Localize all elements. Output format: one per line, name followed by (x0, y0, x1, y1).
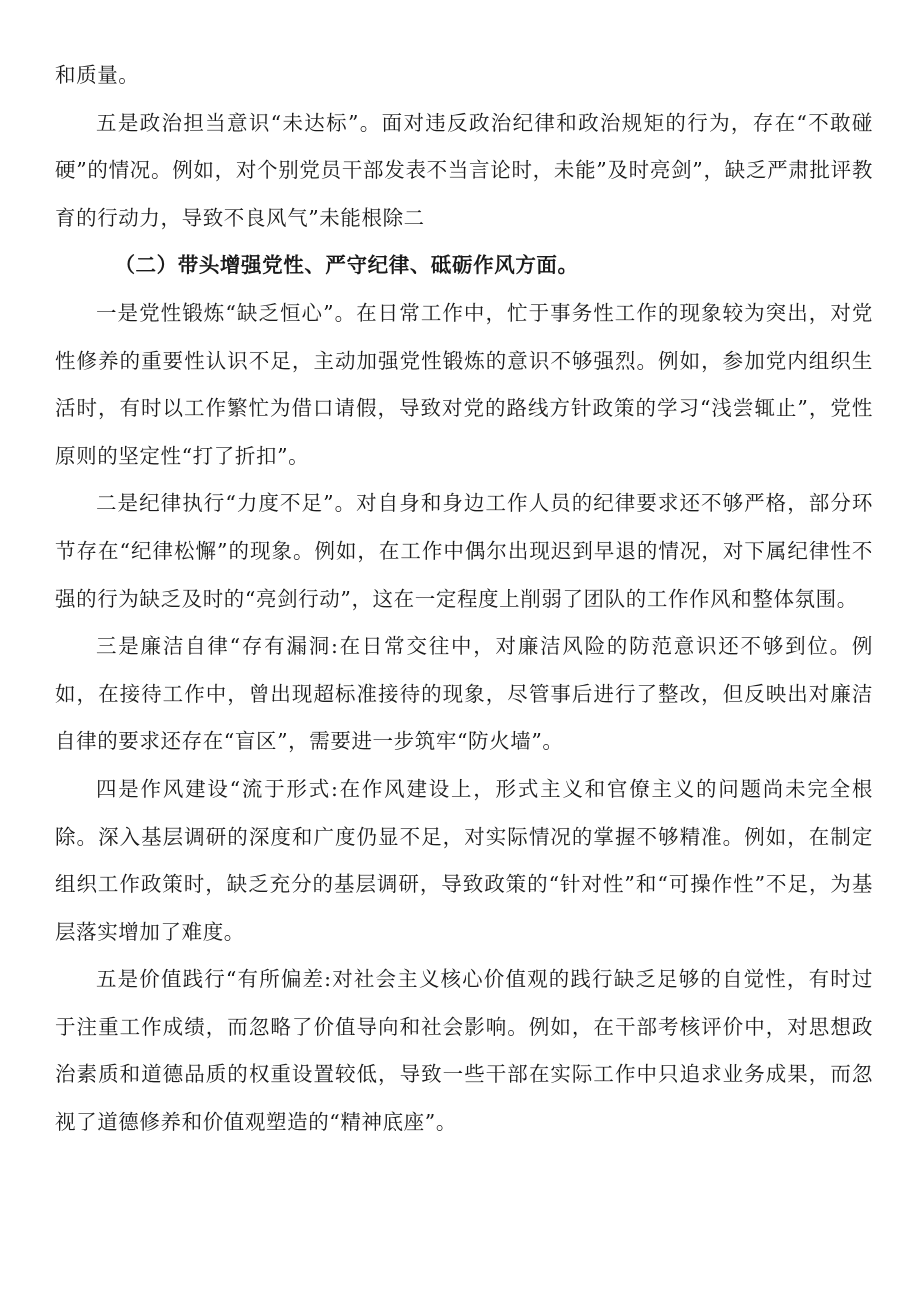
paragraph-work-style: 四是作风建设“流于形式:在作风建设上，形式主义和官僚主义的问题尚未完全根除。深入基层调研的深度和广度仍显不足，对实际情况的掌握不够精准。例如，在制定组织工作政策时，缺乏充分的基层调研，导致政策的“针对性”和“可操作性”不足，为基层落实增加了难度。 (55, 776, 873, 944)
paragraph-values: 五是价值践行“有所偏差:对社会主义核心价值观的践行缺乏足够的自觉性，有时过于注重工作成绩，而忽略了价值导向和社会影响。例如，在干部考核评价中，对思想政治素质和道德品质的权重设置较低，导致一些干部在实际工作中只追求业务成果，而忽视了道德修养和价值观塑造的“精神底座”。 (55, 967, 873, 1135)
paragraph-discipline: 二是纪律执行“力度不足”。对自身和身边工作人员的纪律要求还不够严格，部分环节存在“纪律松懈”的现象。例如，在工作中偶尔出现迟到早退的情况，对下属纪律性不强的行为缺乏及时的“亮剑行动”，这在一定程度上削弱了团队的工作作风和整体氛围。 (55, 491, 873, 611)
section-heading: （二）带头增强党性、严守纪律、砥砺作风方面。 (114, 253, 579, 278)
paragraph-party-spirit: 一是党性锻炼“缺乏恒心”。在日常工作中，忙于事务性工作的现象较为突出，对党性修养的重要性认识不足，主动加强党性锻炼的意识不够强烈。例如，参加党内组织生活时，有时以工作繁忙为借口请假，导致对党的路线方针政策的学习“浅尝辄止”，党性原则的坚定性“打了折扣”。 (55, 300, 873, 468)
paragraph-integrity: 三是廉洁自律“存有漏洞:在日常交往中，对廉洁风险的防范意识还不够到位。例如，在接待工作中，曾出现超标准接待的现象，尽管事后进行了整改，但反映出对廉洁自律的要求还存在“盲区”，需要进一步筑牢“防火墙”。 (55, 634, 873, 754)
paragraph-continuation: 和质量。 (55, 63, 140, 87)
paragraph-political-responsibility: 五是政治担当意识“未达标”。面对违反政治纪律和政治规矩的行为，存在“不敢碰硬”的情况。例如，对个别党员干部发表不当言论时，未能”及时亮剑”，缺乏严肃批评教育的行动力，导致不良风气”未能根除二 (55, 110, 873, 230)
document-page (55, 52, 873, 1147)
